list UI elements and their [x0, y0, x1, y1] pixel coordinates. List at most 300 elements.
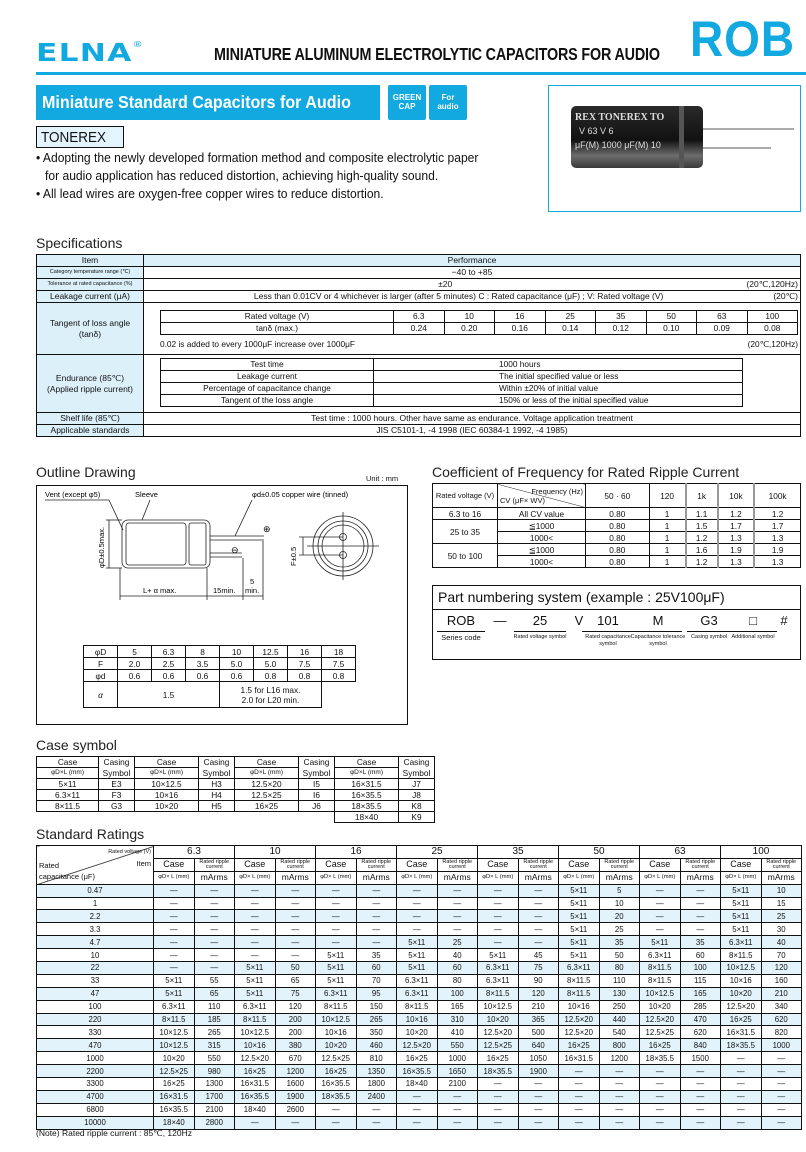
- tan-cell: [144, 303, 801, 355]
- case-size: 8×11.5: [559, 974, 600, 987]
- case-size: 5×11: [397, 936, 438, 949]
- part-label: Rated voltage symbol: [513, 634, 567, 640]
- subtitle-text: Miniature Standard Capacitors for Audio: [42, 92, 351, 112]
- ratings-row: [37, 1039, 802, 1052]
- dim-value: 0.6: [152, 670, 186, 682]
- case-size: 16×35.5: [235, 1090, 276, 1103]
- tolerance-label: Tolerance at rated capacitance (%): [37, 279, 144, 291]
- case-size: —: [235, 884, 276, 897]
- ratings-row: [37, 962, 802, 975]
- outline-title: Outline Drawing: [36, 464, 136, 480]
- ratings-row: [37, 1052, 802, 1065]
- ripple-current: 70: [356, 974, 397, 987]
- diameter-label: φD±0.5max.: [97, 526, 106, 568]
- shelf-label: Shelf life (85℃): [37, 413, 144, 425]
- endurance-label: [37, 355, 144, 413]
- freq-header: 120: [649, 484, 685, 508]
- case-size: 5×11: [397, 962, 438, 975]
- ripple-unit-header: mArms: [275, 871, 316, 884]
- ripple-current: 55: [194, 974, 235, 987]
- case-size: [135, 812, 199, 823]
- case-size: —: [478, 1103, 519, 1116]
- case-size: 6.3×11: [235, 1000, 276, 1013]
- case-size: 6.3×11: [154, 1000, 195, 1013]
- ripple-current: —: [194, 884, 235, 897]
- case-size: [235, 812, 299, 823]
- case-size: —: [154, 962, 195, 975]
- ripple-current: 90: [518, 974, 559, 987]
- voltage-range: 50 to 100: [433, 544, 498, 568]
- ripple-current: 75: [518, 962, 559, 975]
- case-size: —: [721, 1065, 762, 1078]
- ripple-current: 40: [437, 949, 478, 962]
- series-code: ROB: [690, 11, 795, 67]
- casing-header: Casing: [99, 757, 135, 768]
- row-label: φd: [84, 670, 118, 682]
- ratings-row: [37, 1000, 802, 1013]
- lead-length-label: 15min.: [213, 586, 236, 595]
- ripple-current: 350: [356, 1026, 397, 1039]
- coefficient-table: [432, 483, 801, 568]
- coefficient-value: 0.80: [586, 544, 650, 556]
- cv-range: ≦1000: [498, 520, 586, 532]
- case-size: 10×16: [559, 1000, 600, 1013]
- ripple-current: —: [680, 1065, 721, 1078]
- endurance-item: Tangent of the loss angle: [161, 395, 374, 407]
- endurance-value: 1000 hours: [374, 359, 743, 371]
- endurance-value: Within ±20% of initial value: [374, 383, 743, 395]
- tan-value: 0.12: [596, 322, 647, 334]
- sleeve-outline: [126, 523, 186, 565]
- case-size: 18×40: [335, 812, 399, 823]
- endurance-item: Test time: [161, 359, 374, 371]
- endurance-label-line: Endurance (85℃): [55, 372, 125, 383]
- case-size: 12.5×20: [559, 1026, 600, 1039]
- col-performance: Performance: [144, 255, 801, 267]
- case-size: 12.5×25: [154, 1065, 195, 1078]
- ripple-header: Rated ripple current: [194, 858, 235, 871]
- ripple-current: —: [194, 897, 235, 910]
- ripple-current: 200: [275, 1013, 316, 1026]
- ratings-row: [37, 1065, 802, 1078]
- ripple-current: 210: [761, 987, 802, 1000]
- standard-ratings-table: [36, 845, 802, 1130]
- case-size: 10×20: [397, 1026, 438, 1039]
- tan-value: 0.20: [444, 322, 495, 334]
- case-sub-header: φD×L (mm): [335, 768, 399, 779]
- capacitance-value: 33: [37, 974, 154, 987]
- case-size: 5×11: [235, 974, 276, 987]
- leakage-label: Leakage current (μA): [37, 291, 144, 303]
- ripple-current: 250: [599, 1000, 640, 1013]
- alpha-small: 1.5: [118, 682, 220, 708]
- case-unit-header: φD× L (mm): [640, 871, 681, 884]
- ripple-current: —: [356, 936, 397, 949]
- case-size: —: [316, 910, 357, 923]
- case-sub-header: φD×L (mm): [235, 768, 299, 779]
- ripple-current: —: [275, 1116, 316, 1129]
- case-size: —: [397, 897, 438, 910]
- case-size: —: [478, 923, 519, 936]
- coefficient-value: 1.3: [754, 532, 800, 544]
- col-item: Item: [37, 255, 144, 267]
- wire-leader: [235, 500, 252, 536]
- row-label: α: [84, 682, 118, 708]
- casing-header: Casing: [399, 757, 435, 768]
- dim-value: 7.5: [322, 658, 356, 670]
- ripple-current: 470: [680, 1013, 721, 1026]
- case-size: 6.3×11: [478, 974, 519, 987]
- ripple-current: 1900: [275, 1090, 316, 1103]
- feature-bullet: • Adopting the newly developed formation method and composite electrolytic paper: [36, 150, 479, 165]
- case-size: 18×35.5: [335, 801, 399, 812]
- tan-value: 0.09: [697, 322, 748, 334]
- case-size: 16×31.5: [235, 1078, 276, 1091]
- ripple-current: —: [518, 1116, 559, 1129]
- case-header: Case: [640, 858, 681, 871]
- sleeve-label: Sleeve: [135, 490, 158, 499]
- print-line: μF(M) 1000 μF(M) 10: [575, 140, 661, 150]
- casing-sub-header: Symbol: [299, 768, 335, 779]
- end-length-unit: min.: [245, 586, 260, 595]
- case-size: 10×20: [316, 1039, 357, 1052]
- ripple-current: —: [599, 1116, 640, 1129]
- header-divider: [36, 72, 806, 75]
- ripple-current: 160: [761, 974, 802, 987]
- case-size: —: [478, 936, 519, 949]
- badge-line: GREEN: [392, 93, 422, 102]
- ripple-current: —: [437, 923, 478, 936]
- ripple-current: 820: [761, 1026, 802, 1039]
- case-size: —: [235, 910, 276, 923]
- casing-symbol: J8: [399, 790, 435, 801]
- ripple-current: 150: [356, 1000, 397, 1013]
- case-size: 8×11.5: [559, 987, 600, 1000]
- part-code: ROB: [446, 613, 476, 628]
- ripple-current: 35: [680, 936, 721, 949]
- ripple-current: 50: [599, 949, 640, 962]
- case-size: —: [397, 1103, 438, 1116]
- part-label: Rated capacitance symbol: [585, 634, 631, 647]
- case-size: 8×11.5: [37, 801, 99, 812]
- temp-value: −40 to +85: [144, 267, 801, 279]
- standards-value: JIS C5101-1, -4 1998 (IEC 60384-1 1992, -4 1985): [144, 425, 801, 437]
- case-size: 16×35.5: [154, 1103, 195, 1116]
- part-underline: [437, 631, 485, 632]
- case-size: 16×25: [235, 801, 299, 812]
- ripple-current: 410: [437, 1026, 478, 1039]
- casing-symbol: H3: [199, 779, 235, 790]
- part-code: G3: [700, 613, 718, 628]
- case-size: 5×11: [721, 884, 762, 897]
- coefficient-value: 1.7: [718, 520, 755, 532]
- ripple-current: 165: [680, 987, 721, 1000]
- coefficient-row: [433, 520, 801, 532]
- ripple-current: —: [518, 910, 559, 923]
- ratings-row: [37, 936, 802, 949]
- outline-drawing: [37, 486, 407, 636]
- ratings-row: [37, 1090, 802, 1103]
- case-size: 16×25: [316, 1065, 357, 1078]
- coefficient-value: 1: [649, 544, 685, 556]
- ripple-current: —: [437, 910, 478, 923]
- ripple-current: 25: [599, 923, 640, 936]
- part-codes: [433, 610, 800, 660]
- case-size: —: [640, 1065, 681, 1078]
- pitch-label: F±0.5: [289, 546, 298, 566]
- capacitor-outline: [122, 520, 210, 568]
- ripple-current: 1200: [275, 1065, 316, 1078]
- ripple-current: —: [356, 884, 397, 897]
- case-header: Case: [559, 858, 600, 871]
- capacitor-groove: [679, 106, 684, 168]
- case-size: —: [478, 910, 519, 923]
- ripple-current: 50: [275, 962, 316, 975]
- case-size: 10×20: [721, 987, 762, 1000]
- ripple-current: —: [275, 923, 316, 936]
- ripple-current: —: [356, 923, 397, 936]
- ripple-current: —: [437, 884, 478, 897]
- case-size: —: [235, 923, 276, 936]
- case-size: 12.5×25: [316, 1052, 357, 1065]
- dim-value: 16: [288, 646, 322, 658]
- case-size: 8×11.5: [478, 987, 519, 1000]
- tan-label-line: (tanδ): [78, 328, 102, 339]
- case-size: —: [559, 1116, 600, 1129]
- case-size: 16×31.5: [559, 1052, 600, 1065]
- capacitance-value: 47: [37, 987, 154, 1000]
- ripple-current: 35: [599, 936, 640, 949]
- case-size: —: [640, 923, 681, 936]
- case-size: 12.5×20: [235, 779, 299, 790]
- case-size: —: [640, 1090, 681, 1103]
- capacitance-value: 4.7: [37, 936, 154, 949]
- ripple-current: 30: [761, 923, 802, 936]
- alpha-line: 2.0 for L20 min.: [241, 694, 300, 705]
- ripple-current: —: [356, 910, 397, 923]
- ripple-header: Rated ripple current: [518, 858, 559, 871]
- case-size: —: [721, 1090, 762, 1103]
- alpha-large: [220, 682, 322, 708]
- endurance-row: [161, 383, 743, 395]
- cv-range: 1000<: [498, 556, 586, 568]
- case-size: 5×11: [478, 949, 519, 962]
- case-size: 12.5×20: [721, 1000, 762, 1013]
- ripple-current: 1900: [518, 1065, 559, 1078]
- coefficient-value: 1.7: [754, 520, 800, 532]
- tan-value: 0.16: [495, 322, 546, 334]
- ratings-note: (Note) Rated ripple current : 85℃, 120Hz: [36, 1128, 193, 1138]
- leakage-value: Less than 0.01CV or 4 whichever is larger (after 5 minutes) C : Rated capacitance (μF) ; V: Rated voltage (V): [253, 291, 664, 301]
- outline-drawing-box: [36, 485, 408, 725]
- coefficient-value: 0.80: [586, 532, 650, 544]
- ratings-row: [37, 884, 802, 897]
- ripple-current: 1200: [599, 1052, 640, 1065]
- ripple-current: —: [356, 897, 397, 910]
- capacitance-value: 220: [37, 1013, 154, 1026]
- tan-value: 0.24: [394, 322, 445, 334]
- ripple-current: —: [356, 1103, 397, 1116]
- ripple-unit-header: mArms: [761, 871, 802, 884]
- ripple-current: 15: [761, 897, 802, 910]
- ripple-current: 120: [761, 962, 802, 975]
- badge-line: audio: [437, 102, 459, 111]
- freq-header: 10k: [718, 484, 755, 508]
- leakage-cond: (20℃): [773, 291, 798, 301]
- leakage-cell: [144, 291, 801, 303]
- dim-value: 0.8: [322, 670, 356, 682]
- case-size: 5×11: [154, 987, 195, 1000]
- tan-voltage: 10: [444, 310, 495, 322]
- ripple-current: 840: [680, 1039, 721, 1052]
- ripple-current: 340: [761, 1000, 802, 1013]
- part-code: M: [652, 613, 664, 628]
- tolerance-cond: (20℃,120Hz): [746, 279, 798, 289]
- ripple-current: 5: [599, 884, 640, 897]
- coefficient-value: 1.2: [686, 532, 718, 544]
- capacitance-value: 3300: [37, 1078, 154, 1091]
- ripple-current: —: [437, 1090, 478, 1103]
- casing-symbol: I6: [299, 790, 335, 801]
- dim-value: 8: [186, 646, 220, 658]
- ripple-current: —: [275, 897, 316, 910]
- case-size: 6.3×11: [559, 962, 600, 975]
- ripple-current: 2100: [437, 1078, 478, 1091]
- case-size: —: [640, 1078, 681, 1091]
- coefficient-row: [433, 508, 801, 520]
- case-size: 16×31.5: [335, 779, 399, 790]
- coefficient-value: 1.6: [686, 544, 718, 556]
- case-size: 10×12.5: [135, 779, 199, 790]
- case-size: 12.5×20: [397, 1039, 438, 1052]
- case-size: 8×11.5: [235, 1013, 276, 1026]
- case-size: 5×11: [316, 974, 357, 987]
- ripple-current: —: [518, 936, 559, 949]
- alpha-line: 1.5 for L16 max.: [240, 684, 301, 695]
- case-size: 5×11: [559, 949, 600, 962]
- ripple-header: Rated ripple current: [275, 858, 316, 871]
- dim-value: 18: [322, 646, 356, 658]
- coefficient-value: 1.3: [754, 556, 800, 568]
- col-voltage: Rated voltage (V): [433, 484, 498, 508]
- case-size: 10×20: [135, 801, 199, 812]
- casing-symbol: F3: [99, 790, 135, 801]
- brand-name: ELNA: [36, 38, 133, 67]
- case-size: 10×12.5: [154, 1026, 195, 1039]
- tan-voltage: 50: [646, 310, 697, 322]
- print-line: V 63 V 6: [579, 126, 614, 136]
- case-symbol-table: [36, 756, 435, 823]
- case-size: 10×20: [478, 1013, 519, 1026]
- coefficient-value: 1: [649, 508, 685, 520]
- ratings-row: [37, 923, 802, 936]
- case-header: Case: [721, 858, 762, 871]
- tan-value: 0.10: [646, 322, 697, 334]
- ripple-current: 165: [437, 1000, 478, 1013]
- case-size: 8×11.5: [721, 949, 762, 962]
- case-size: 5×11: [235, 987, 276, 1000]
- ripple-current: 550: [437, 1039, 478, 1052]
- casing-symbol: K8: [399, 801, 435, 812]
- case-size: —: [640, 910, 681, 923]
- case-size: —: [640, 1103, 681, 1116]
- case-size: —: [397, 1116, 438, 1129]
- case-size: —: [478, 884, 519, 897]
- part-code: V: [574, 613, 584, 628]
- ripple-current: —: [680, 897, 721, 910]
- case-size: 5×11: [316, 949, 357, 962]
- case-size: 5×11: [154, 974, 195, 987]
- case-size: 8×11.5: [640, 962, 681, 975]
- case-size: 18×35.5: [478, 1065, 519, 1078]
- case-header: Case: [235, 757, 299, 768]
- ripple-current: —: [194, 910, 235, 923]
- coefficient-value: 1.3: [718, 556, 755, 568]
- case-size: 5×11: [721, 910, 762, 923]
- ratings-row: [37, 897, 802, 910]
- ripple-current: —: [599, 1090, 640, 1103]
- length-label: L+ α max.: [143, 586, 177, 595]
- dimension-table: [83, 645, 356, 708]
- voltage-header: Rated voltage (V): [108, 849, 151, 856]
- case-size: 18×40: [154, 1116, 195, 1129]
- endurance-row: [161, 395, 743, 407]
- case-size: 10×20: [640, 1000, 681, 1013]
- specifications-title: Specifications: [36, 235, 123, 251]
- ripple-header: Rated ripple current: [599, 858, 640, 871]
- ripple-current: 210: [518, 1000, 559, 1013]
- part-underline: [634, 631, 682, 632]
- part-code: 25: [532, 613, 548, 628]
- case-size: —: [559, 1090, 600, 1103]
- coefficient-value: 1.1: [686, 508, 718, 520]
- ripple-current: 10: [761, 884, 802, 897]
- ripple-current: —: [275, 884, 316, 897]
- capacitance-value: 4700: [37, 1090, 154, 1103]
- ripple-current: 1600: [275, 1078, 316, 1091]
- casing-symbol: H4: [199, 790, 235, 801]
- endurance-label-line: (Applied ripple current): [47, 383, 133, 394]
- tan-voltage: 6.3: [394, 310, 445, 322]
- case-size: —: [154, 884, 195, 897]
- ripple-current: 640: [518, 1039, 559, 1052]
- coefficient-value: 1.2: [686, 556, 718, 568]
- freq-header: 50 · 60: [586, 484, 650, 508]
- ripple-current: 800: [599, 1039, 640, 1052]
- tan-label: [37, 303, 144, 355]
- case-size: 6.3×11: [721, 936, 762, 949]
- product-photo: [548, 85, 801, 212]
- case-header: Case: [397, 858, 438, 871]
- dim-value: 2.5: [152, 658, 186, 670]
- ripple-header: Rated ripple current: [356, 858, 397, 871]
- capacitance-value: 330: [37, 1026, 154, 1039]
- tan-note-row: [160, 339, 800, 350]
- ripple-current: —: [518, 897, 559, 910]
- case-size: —: [235, 936, 276, 949]
- case-unit-header: φD× L (mm): [397, 871, 438, 884]
- ripple-current: —: [518, 884, 559, 897]
- ripple-current: 620: [761, 1013, 802, 1026]
- case-size: 16×35.5: [316, 1078, 357, 1091]
- case-size: —: [640, 897, 681, 910]
- case-size: 10×16: [135, 790, 199, 801]
- voltage-column-header: 50: [559, 846, 640, 859]
- endurance-value: 150% or less of the initial specified value: [374, 395, 743, 407]
- ripple-current: 45: [518, 949, 559, 962]
- case-unit-header: φD× L (mm): [721, 871, 762, 884]
- case-size: 12.5×20: [235, 1052, 276, 1065]
